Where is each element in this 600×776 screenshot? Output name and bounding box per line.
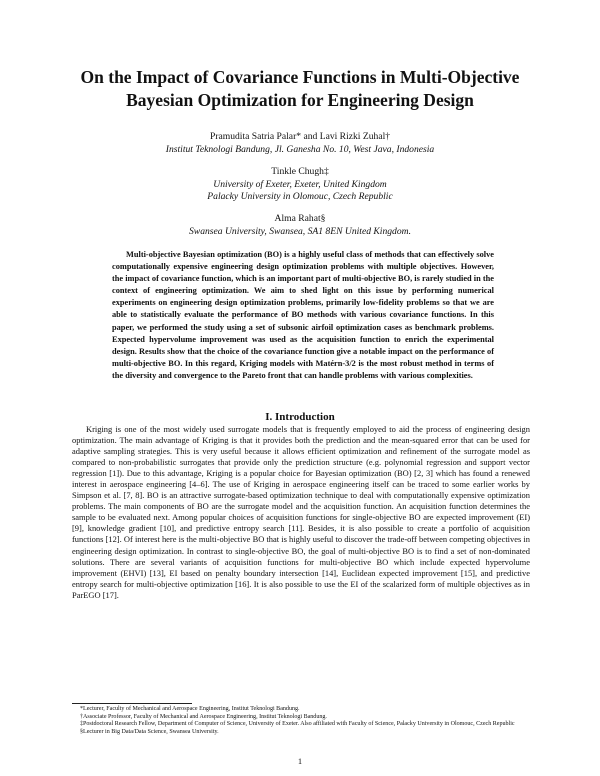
author-affiliation: University of Exeter, Exeter, United Kingdom xyxy=(213,178,387,190)
author-names: Pramudita Satria Palar* and Lavi Rizki Zuhal† xyxy=(209,131,391,142)
introduction-paragraph: Kriging is one of the most widely used surrogate models that is frequently employed to aid the process of engineering design optimization. The main advantage of Kriging is that it provides both the prediction and the mean-squared error that can be used for adaptive sampling strategies. This is very useful because it allows efficient optimization and refinement of the surrogate model as compared to non-probabilistic surrogates that provide only the prediction structure (e.g. polynomial regression and support vector regression [1]). Due to this advantage, Kriging is a popular choice for Bayesian optimization (BO) [2, 3] which has found a renewed interest in aerospace engineering [4–6]. The use of Kriging in aerospace engineering itself can be traced to some earlier works by Simpson et al. [7, 8]. BO is an attractive surrogate-based optimization technique to deal with computationally expensive optimization problems. The main components of BO are the surrogate model and the acquisition function. An acquisition function determines the sample to be evaluated next. Among popular choices of acquisition functions for single-objective BO are expected improvement (EI) [9], knowledge gradient [10], and predictive entropy search [11]. Besides, it is also possible to create a portfolio of acquisition functions [12]. Of interest here is the multi-objective BO that is highly useful to discover the trade-off between competing objectives in engineering design optimization. In contrast to single-objective BO, the goal of multi-objective BO is to find a set of non-dominated solutions. There are several variants of acquisition functions for multi-objective BO which include expected hypervolume improvement (EHVI) [13], EI based on penalty boundary intersection [14], Euclidean expected improvement [15], and predictive entropy search for multi-objective optimization [16]. It is also possible to use the EI of the scalarized form of multiple objectives as in ParEGO [17]. xyxy=(72,424,530,600)
author-names: Alma Rahat§ xyxy=(274,213,326,224)
paper-title xyxy=(40,66,560,112)
page-number: 1 xyxy=(297,756,303,766)
abstract xyxy=(112,249,494,382)
author-affiliation: Swansea University, Swansea, SA1 8EN United Kingdom. xyxy=(189,225,411,237)
footnote-1: *Lecturer, Faculty of Mechanical and Aerospace Engineering, Institut Teknologi Bandung. xyxy=(80,706,300,712)
author-block-1 xyxy=(40,131,560,156)
author-affiliation: Palacky University in Olomouc, Czech Republic xyxy=(207,191,393,202)
footnote-4: §Lecturer in Big Data/Data Science, Swansea University. xyxy=(80,728,219,735)
abstract-text: Multi-objective Bayesian optimization (BO) is a highly useful class of methods that can effectively solve computationally expensive engineering design optimization problems with multiple objectives. However, the impact of covariance function, which is an important part of multi-objective BO, is rarely studied in the context of engineering optimization. We aim to shed light on this issue by performing numerical experiments on engineering design optimization problems, primarily low-fidelity problems so that we are able to statistically evaluate the performance of BO methods with various covariance functions. In this paper, we performed the study using a set of subsonic airfoil optimization cases as benchmark problems. Expected hypervolume improvement was used as the acquisition function to enrich the experimental design. Results show that the choice of the covariance function give a notable impact on the performance of multi-objective BO. In this regard, Kriging models with Matérn-3/2 is the most robust method in terms of the diversity and convergence to the Pareto front that can handle problems with various complexities. xyxy=(112,250,494,380)
section-heading-introduction: I. Introduction xyxy=(265,411,335,423)
title-line-1: On the Impact of Covariance Functions in Multi-Objective xyxy=(80,67,520,87)
author-affiliation: Institut Teknologi Bandung, Jl. Ganesha No. 10, West Java, Indonesia xyxy=(165,143,435,155)
footnote-3: ‡Postdoctoral Research Fellow, Department of Computer of Science, University of Exeter. Also affiliated with Faculty of Science, Palacky University in Olomouc, Czech Republic xyxy=(80,721,515,728)
author-names: Tinkle Chugh‡ xyxy=(271,166,329,177)
author-block-2 xyxy=(40,166,560,204)
introduction-body xyxy=(72,424,530,601)
footnotes xyxy=(72,706,530,736)
author-block-3 xyxy=(40,213,560,238)
title-line-2: Bayesian Optimization for Engineering Design xyxy=(126,90,474,110)
footnote-2: †Associate Professor, Faculty of Mechanical and Aerospace Engineering, Institut Teknologi Bandung. xyxy=(80,713,327,720)
footnote-rule xyxy=(72,703,192,704)
